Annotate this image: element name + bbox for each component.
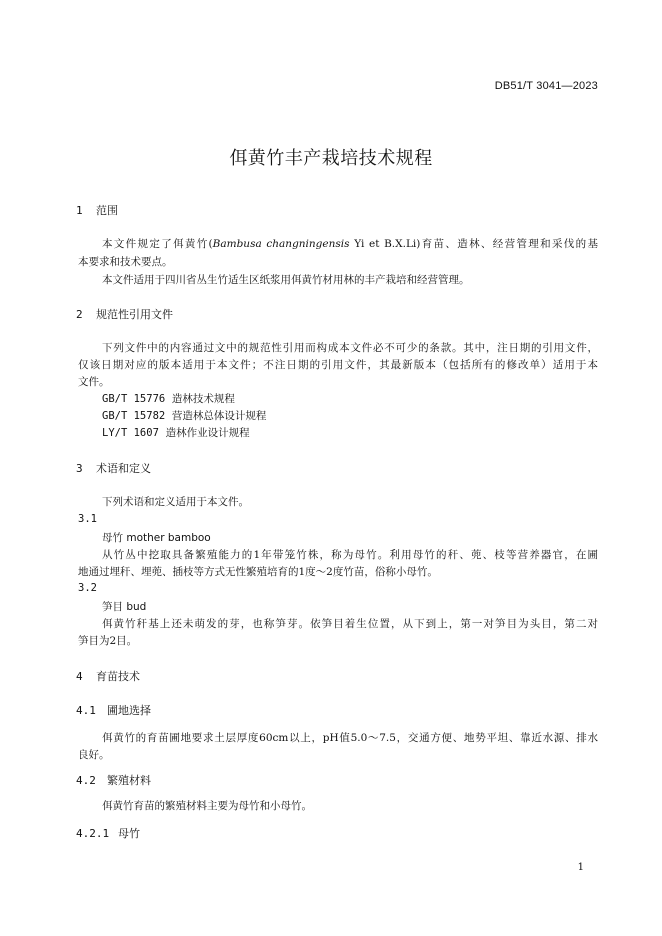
paragraph: 佴黄竹的育苗圃地要求土层厚度60cm以上，pH值5.0～7.5，交通方便、地势平坦、靠近水源、排水 [102, 732, 598, 744]
section-2-heading [76, 306, 173, 322]
subsection-number: 4.1 [76, 704, 96, 717]
section-3-heading [76, 460, 151, 476]
latin-name: Bambusa changningensis [212, 238, 350, 250]
paragraph-continued: 良好。 [78, 749, 110, 761]
subsection-heading [76, 772, 151, 788]
subsubsection-number: 4.2.1 [76, 827, 110, 840]
paragraph: 本文件适用于四川省丛生竹适生区纸浆用佴黄竹材用林的丰产栽培和经营管理。 [102, 274, 470, 286]
reference-code: GB/T 15776 [102, 393, 166, 405]
reference-title: 造林技术规程 [171, 393, 235, 405]
document-title: 佴黄竹丰产栽培技术规程 [229, 148, 433, 169]
section-1-heading [76, 202, 118, 218]
section-4-heading [76, 668, 140, 684]
term-number: 3.1 [78, 513, 97, 525]
page-number: 1 [577, 862, 584, 873]
subsection-title: 繁殖材料 [107, 774, 151, 787]
standard-number: DB51/T 3041—2023 [494, 80, 598, 92]
reference-item [102, 391, 235, 406]
paragraph: 下列术语和定义适用于本文件。 [102, 496, 249, 508]
paragraph: 佴黄竹育苗的繁殖材料主要为母竹和小母竹。 [102, 800, 312, 812]
reference-item [102, 408, 266, 423]
term-definition: 佴黄竹秆基上还未萌发的芽，也称笋芽。依笋目着生位置，从下到上，第一对笋目为头目，第二对 [102, 618, 598, 630]
section-title: 范围 [96, 204, 118, 217]
section-number: 3 [76, 462, 83, 475]
paragraph-continued: 本要求和技术要点。 [78, 256, 173, 268]
reference-title: 造林作业设计规程 [165, 427, 250, 439]
subsection-title: 圃地选择 [107, 704, 151, 717]
paragraph: 下列文件中的内容通过文中的规范性引用而构成本文件必不可少的条款。其中，注日期的引用文件， [102, 342, 598, 354]
paragraph-continued: 仅该日期对应的版本适用于本文件；不注日期的引用文件，其最新版本（包括所有的修改单）适用于本 [78, 359, 598, 371]
reference-code: GB/T 15782 [102, 410, 166, 422]
reference-code: LY/T 1607 [102, 427, 159, 439]
reference-title: 营造林总体设计规程 [171, 410, 267, 422]
paragraph-continued: 文件。 [78, 376, 110, 388]
subsection-number: 4.2 [76, 774, 96, 787]
section-number: 4 [76, 670, 83, 683]
term-number: 3.2 [78, 582, 97, 594]
section-title: 规范性引用文件 [96, 308, 173, 321]
subsubsection-heading [76, 825, 140, 841]
term-name: 母竹 mother bamboo [102, 532, 211, 544]
subsubsection-title: 母竹 [118, 827, 140, 840]
term-definition-continued: 地通过埋秆、埋蔸、插枝等方式无性繁殖培育的1度～2度竹苗，俗称小母竹。 [78, 566, 438, 578]
section-title: 术语和定义 [96, 462, 151, 475]
section-number: 2 [76, 308, 83, 321]
term-definition: 从竹丛中挖取具备繁殖能力的1年带笼竹株，称为母竹。利用母竹的秆、蔸、枝等营养器官，在圃 [102, 549, 598, 561]
paragraph: 本文件规定了佴黄竹(Bambusa changningensis Yi et B.X.Li)育苗、造林、经营管理和采伐的基 [102, 238, 598, 250]
term-definition-continued: 笋目为2目。 [78, 635, 138, 647]
reference-item [102, 425, 250, 440]
term-name: 笋目 bud [102, 601, 147, 613]
subsection-heading [76, 702, 151, 718]
section-title: 育苗技术 [96, 670, 140, 683]
section-number: 1 [76, 204, 83, 217]
